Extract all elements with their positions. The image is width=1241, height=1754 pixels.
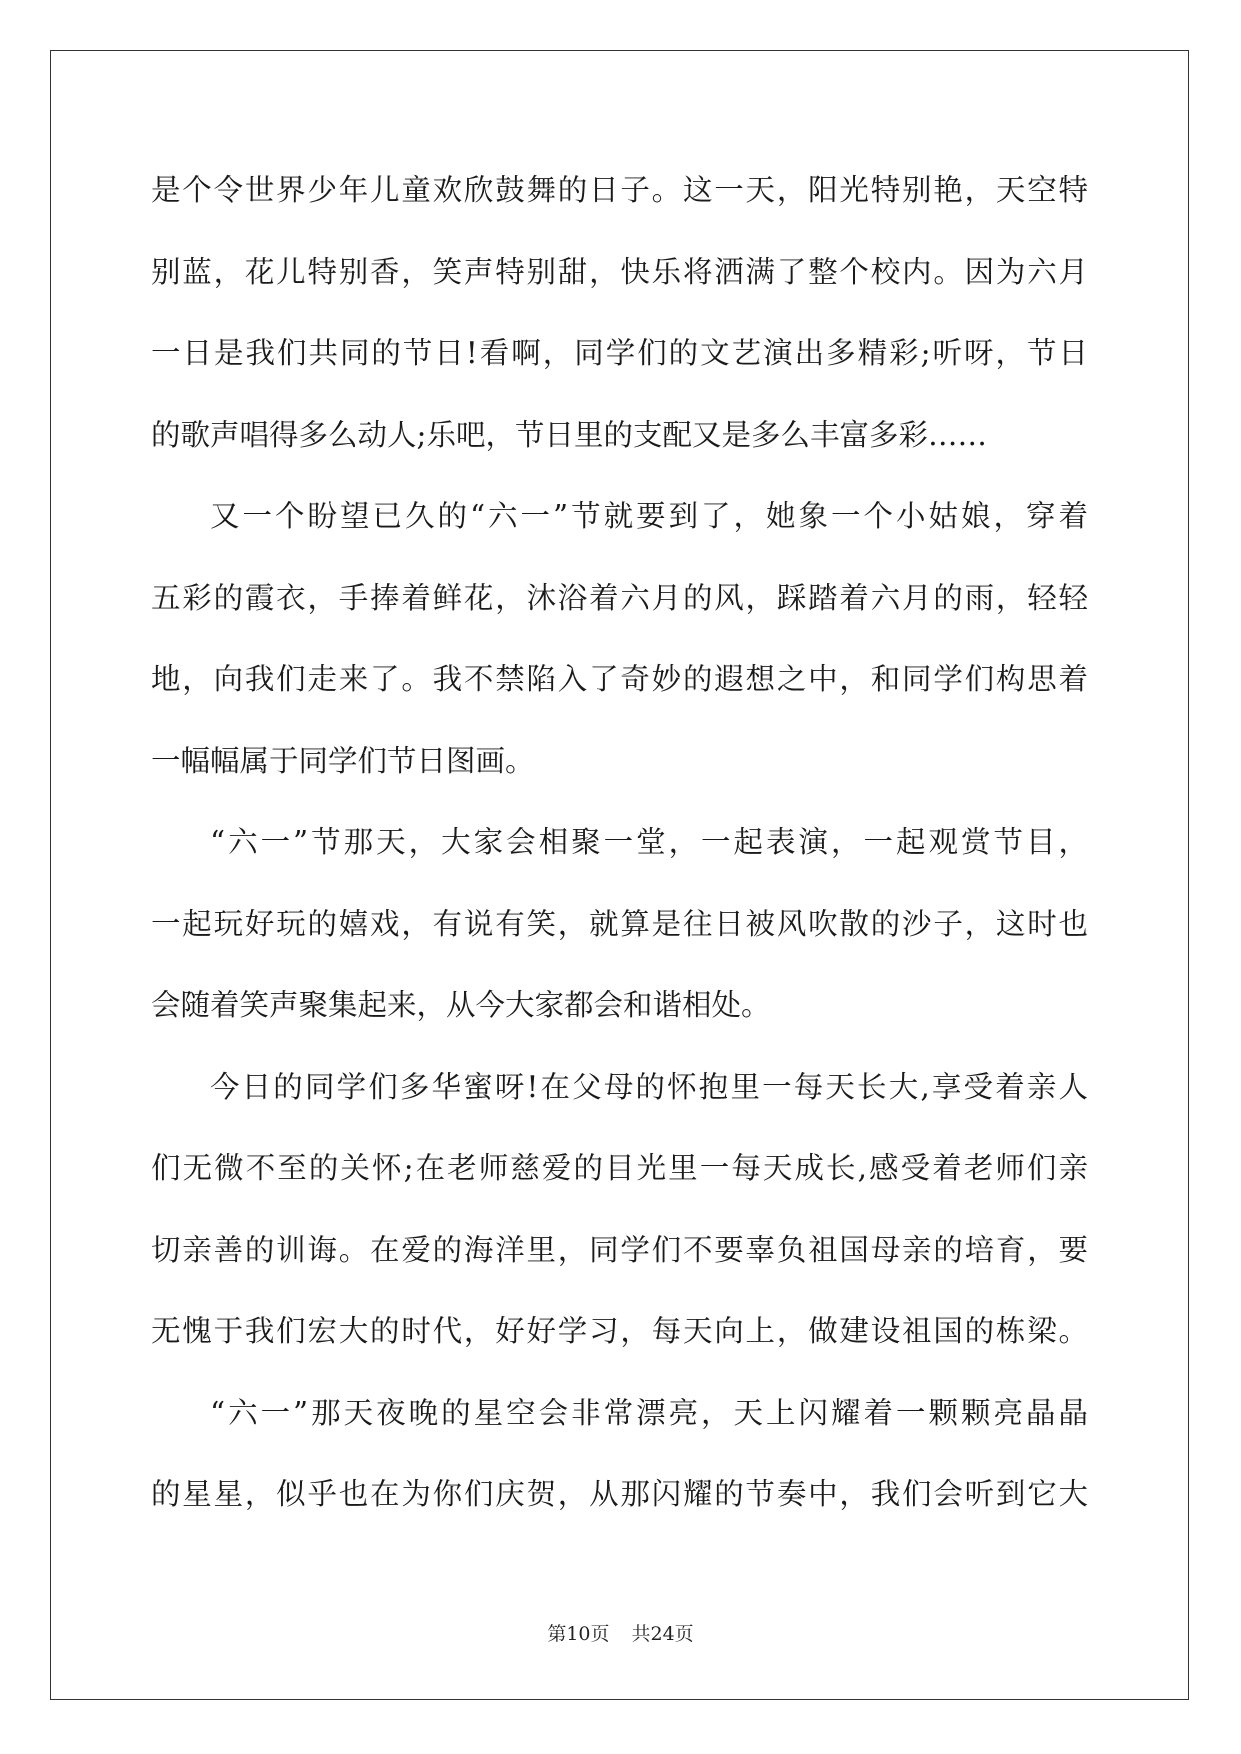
text-line: “六一”那天夜晚的星空会非常漂亮，天上闪耀着一颗颗亮晶晶	[210, 1395, 1088, 1430]
page-footer	[0, 1619, 1241, 1646]
text-line: 五彩的霞衣，手捧着鲜花，沐浴着六月的风，踩踏着六月的雨，轻轻	[151, 580, 1088, 615]
text-line: “六一”节那天，大家会相聚一堂，一起表演，一起观赏节目，	[210, 825, 1088, 859]
page-total: 共24页	[631, 1623, 694, 1645]
text-line: 别蓝，花儿特别香，笑声特别甜，快乐将洒满了整个校内。因为六月	[151, 254, 1088, 289]
text-line: 是个令世界少年儿童欢欣鼓舞的日子。这一天，阳光特别艳，天空特	[151, 173, 1088, 207]
text-line: 又一个盼望已久的“六一”节就要到了，她象一个小姑娘，穿着	[210, 499, 1088, 533]
text-line: 们无微不至的关怀;在老师慈爱的目光里一每天成长,感受着老师们亲	[151, 1151, 1088, 1185]
text-line: 切亲善的训诲。在爱的海洋里，同学们不要辜负祖国母亲的培育，要	[151, 1232, 1088, 1267]
text-line: 一幅幅属于同学们节日图画。	[151, 743, 535, 778]
text-line: 的歌声唱得多么动人;乐吧，节日里的支配又是多么丰富多彩……	[151, 417, 987, 452]
text-line: 的星星，似乎也在为你们庆贺，从那闪耀的节奏中，我们会听到它大	[151, 1477, 1088, 1511]
text-line: 无愧于我们宏大的时代，好好学习，每天向上，做建设祖国的栋梁。	[151, 1314, 1088, 1348]
text-line: 地，向我们走来了。我不禁陷入了奇妙的遐想之中，和同学们构思着	[151, 662, 1088, 696]
text-line: 一日是我们共同的节日!看啊，同学们的文艺演出多精彩;听呀，节日	[151, 336, 1088, 370]
text-line: 今日的同学们多华蜜呀!在父母的怀抱里一每天长大,享受着亲人	[210, 1069, 1088, 1104]
text-line: 一起玩好玩的嬉戏，有说有笑，就算是往日被风吹散的沙子，这时也	[151, 906, 1088, 941]
document-body	[151, 150, 1088, 1536]
text-line: 会随着笑声聚集起来，从今大家都会和谐相处。	[151, 988, 771, 1022]
page-number: 第10页	[547, 1623, 610, 1645]
